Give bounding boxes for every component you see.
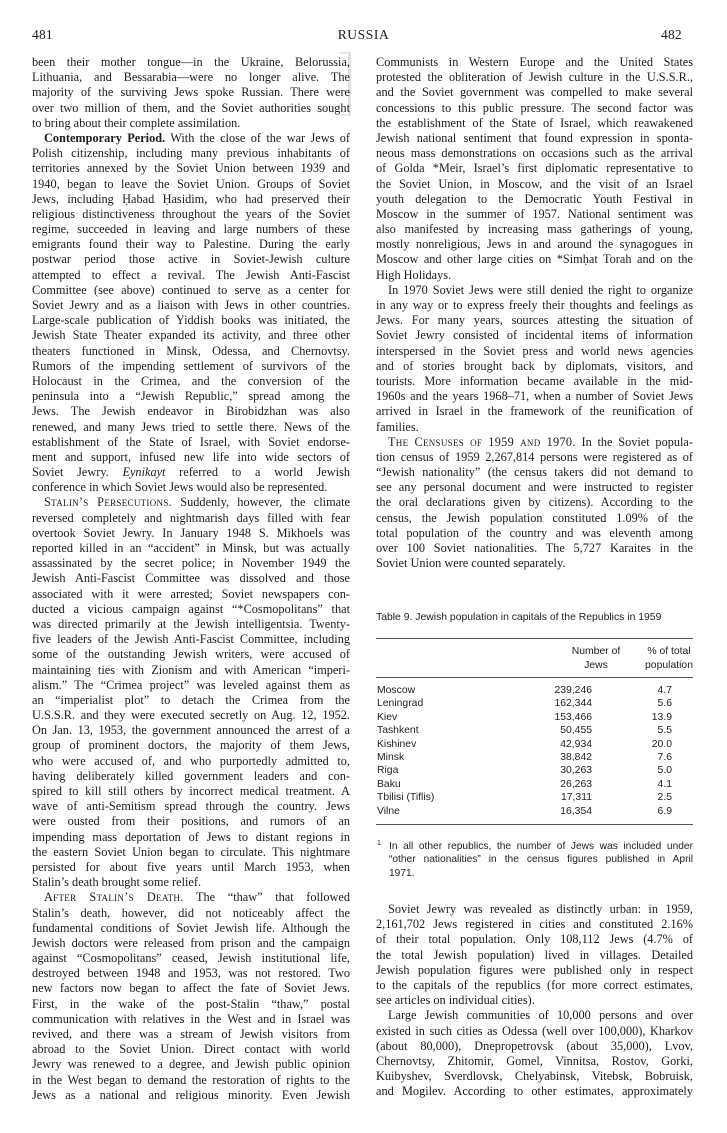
text-line: territories annexed by the Soviet Union between 1939 and bbox=[32, 161, 350, 176]
text-line: associated with it were arrested; Soviet newspapers con- bbox=[32, 586, 350, 601]
text-line: reported killed in an “accident” in Minsk, but was actually bbox=[32, 541, 350, 555]
text-line: existed in such cities as Odessa (well over 100,000), Kharkov bbox=[376, 1023, 693, 1038]
text-line: Lithuania, and Bessarabia—were no longer alive. The bbox=[32, 70, 350, 85]
text-line: Soviet Jewry and as a liaison with Jews in other countries. bbox=[32, 298, 350, 312]
right-column-lower bbox=[376, 902, 693, 1099]
paragraph-urban-jewry bbox=[376, 902, 693, 1008]
text-line: ment and support, infused new life into wide sectors of bbox=[32, 449, 350, 464]
left-column bbox=[32, 55, 350, 1103]
text-line: Stalin’s death brought some relief. bbox=[32, 875, 202, 890]
text-line: spired to kill still others by incorrect medical treatment. A bbox=[32, 784, 350, 798]
section-stalins-persecutions bbox=[32, 495, 350, 890]
city-cell: Vilne bbox=[377, 805, 400, 817]
text-line: also manifested by increasing mass gatherings of young, bbox=[376, 222, 693, 237]
text-line: 1940, began to leave the Soviet Union. Groups of Soviet bbox=[32, 176, 350, 191]
text-line: Soviet Jewry. Eynikayt referred to a world Jewish bbox=[32, 465, 350, 480]
percent-cell: 2.5 bbox=[657, 792, 672, 804]
text-line: persisted for about five years until March 1953, when bbox=[32, 859, 350, 874]
section-contemporary-period bbox=[32, 131, 350, 496]
percent-cell: 20.0 bbox=[651, 738, 672, 750]
table-row bbox=[376, 805, 693, 818]
text-line: the Soviet Union, in Moscow, and the visit of an Israel bbox=[376, 176, 693, 191]
text-line: and the Soviet government was compelled to make several bbox=[376, 85, 693, 100]
footnote-line: In all other republics, the number of Jews was included under bbox=[389, 840, 693, 852]
text-line: see any personal document and were instructed to register bbox=[376, 480, 693, 495]
text-line: Jewish population figures were published only in respect bbox=[376, 962, 693, 977]
text-line: the oral declarations given by citizens). According to the bbox=[376, 495, 693, 510]
text-line: Holocaust in the Crimea, and the conversion of the bbox=[32, 373, 350, 388]
text-line: against “Cosmopolitans” ceased, Jewish institutional life, bbox=[32, 951, 350, 966]
right-column bbox=[376, 55, 693, 571]
footnote-mark: 1 bbox=[377, 839, 381, 847]
percent-cell: 5.0 bbox=[657, 765, 672, 777]
text-line: alism.” The “Crimea project” was leveled against them as bbox=[32, 677, 350, 692]
text-line: Kuibyshev, Sverdlovsk, Chelyabinsk, Vitebsk, Bobruisk, bbox=[376, 1069, 693, 1084]
text-line: five leaders of the Jewish Anti-Fascist Committee, including bbox=[32, 632, 350, 647]
text-line: been their mother tongue—in the Ukraine, Belorussia, bbox=[32, 55, 350, 69]
table-row bbox=[376, 711, 693, 724]
paragraph-large-communities bbox=[376, 1008, 693, 1099]
text-line: interspersed in the Soviet press and world news agencies bbox=[376, 343, 693, 358]
city-cell: Leningrad bbox=[377, 698, 424, 710]
text-line: Jewish Anti-Fascist Committee was dissolved and those bbox=[32, 571, 350, 586]
percent-cell: 5.6 bbox=[657, 698, 672, 710]
table-body bbox=[376, 678, 693, 824]
text-line: Jewish State Theater expanded its activity, and three other bbox=[32, 328, 350, 343]
paragraph-national-sentiment bbox=[376, 55, 693, 283]
section-after-stalins-death bbox=[32, 890, 350, 1103]
page-number-right: 482 bbox=[661, 27, 682, 42]
text-line: Soviet Jewry was revealed as distinctly urban: in 1959, bbox=[388, 902, 693, 916]
jews-count-cell: 16,354 bbox=[560, 805, 592, 817]
text-line: postwar period those active in Soviet-Jewish culture bbox=[32, 252, 350, 267]
text-line: to the capitals of the republics (for more correct estimates, bbox=[376, 977, 693, 992]
text-line: mostly nonreligious, Jews in and around the synagogues in bbox=[376, 237, 693, 252]
text-line: the eastern Soviet Union began to circulate. This nightmare bbox=[32, 844, 350, 859]
text-line: High Holidays. bbox=[376, 267, 452, 282]
text-line: On Jan. 13, 1953, the government announced the arrest of a bbox=[32, 723, 350, 738]
text-line: Soviet Union were counted separately. bbox=[376, 556, 566, 571]
text-line: group of prominent doctors, the majority of them Jews, bbox=[32, 738, 350, 753]
table-row bbox=[376, 724, 693, 737]
text-line: First, in the wake of the post-Stalin “thaw,” postal bbox=[32, 996, 350, 1011]
text-line: overtook Soviet Jewry. In January 1948 S. Mikhoels was bbox=[32, 525, 350, 540]
jews-count-cell: 50,455 bbox=[560, 725, 592, 737]
column-header-percent-total: % of total population bbox=[645, 646, 693, 671]
jews-count-cell: 38,842 bbox=[560, 751, 592, 763]
text-line: was directed primarily at the Jewish intelligentsia. Twenty- bbox=[32, 616, 350, 631]
table-row bbox=[376, 778, 693, 791]
city-cell: Tbilisi (Tiflis) bbox=[377, 792, 435, 804]
text-line: Jewish national sentiment that found expression in sponta- bbox=[376, 130, 693, 145]
percent-cell: 4.7 bbox=[657, 685, 672, 696]
text-line: Jewry was renewed to a degree, and Jewish public opinion bbox=[32, 1057, 350, 1072]
text-line: After Stalin’s Death. The “thaw” that followed bbox=[44, 890, 350, 905]
text-line: renewed, and many Jews tried to settle there. News of the bbox=[32, 419, 350, 434]
text-line: fundamental conditions of Soviet Jewish life. Although the bbox=[32, 920, 350, 935]
text-line: concessions to this public pressure. The second factor was bbox=[376, 100, 693, 115]
percent-cell: 4.1 bbox=[657, 778, 672, 790]
column-header-number-of-jews: Number of Jews bbox=[571, 646, 621, 671]
text-line: the total Jewish population) lived in villages. Detailed bbox=[376, 947, 693, 962]
text-line: peninsula into a “Jewish Republic,” spread among the bbox=[32, 389, 350, 404]
percent-cell: 13.9 bbox=[651, 711, 672, 723]
text-line: having deliberately killed government leaders and con- bbox=[32, 768, 350, 783]
text-line: communication with relatives in the West and in Israel was bbox=[32, 1011, 350, 1026]
text-line: families. bbox=[376, 419, 419, 434]
footnote-line: “other nationalities” in the census figures published in April bbox=[389, 854, 693, 866]
text-line: wave of anti-Semitism spread through the country. Jews bbox=[32, 799, 350, 814]
text-line: some of the outstanding Jewish writers, were accused of bbox=[32, 647, 350, 662]
text-line: theaters functioned in Minsk, Odessa, and Chernovtsy. bbox=[32, 343, 350, 358]
text-line: Jews, including Ḥabad Ḥasidim, who had preserved their bbox=[32, 191, 350, 206]
table-row bbox=[376, 738, 693, 751]
text-line: impending mass deportation of Jews to distant regions in bbox=[32, 829, 350, 844]
table-footnote bbox=[376, 840, 693, 881]
population-table bbox=[376, 612, 693, 880]
text-line: protested the obliteration of Jewish culture in the U.S.S.R., bbox=[376, 70, 693, 85]
text-line: Chernovtsy, Zhitomir, Gomel, Vinnitsa, Rostov, Gorki, bbox=[376, 1053, 693, 1068]
jews-count-cell: 239,246 bbox=[554, 685, 592, 696]
text-line: In 1970 Soviet Jews were still denied the right to organize bbox=[388, 282, 693, 297]
page-number-left: 481 bbox=[32, 27, 53, 42]
text-line: neous mass demonstrations on occasions such as the arrival bbox=[376, 146, 693, 161]
text-line: 2,161,702 Jews registered in cities and constituted 2.16% bbox=[376, 917, 693, 932]
percent-cell: 5.5 bbox=[657, 725, 672, 737]
jews-count-cell: 153,466 bbox=[554, 711, 592, 723]
paragraph-1970-situation bbox=[376, 283, 693, 435]
text-line: establishment of the State of Israel, with Soviet endorse- bbox=[32, 434, 350, 449]
text-line: and Mogilev. According to other estimates, approximately bbox=[376, 1084, 693, 1099]
text-line: revived, and there was a stream of Jewish visitors from bbox=[32, 1027, 350, 1041]
table-row bbox=[376, 684, 693, 697]
text-line: arrived in Israel in the framework of the reunification of bbox=[376, 404, 693, 419]
text-line: U.S.S.R. and they were executed secretly on Aug. 12, 1952. bbox=[32, 708, 350, 723]
text-line: Moscow and other large cities on *Simḥat Torah and on the bbox=[376, 252, 693, 267]
city-cell: Riga bbox=[377, 765, 399, 777]
text-line: assassinated by the secret police; in November 1949 the bbox=[32, 556, 350, 571]
text-line: Communists in Western Europe and the United States bbox=[376, 55, 693, 69]
text-line: over 100 Soviet nationalities. The 5,727 Karaites in the bbox=[376, 541, 693, 555]
text-line: destroyed between 1948 and 1953, was not restored. Two bbox=[32, 966, 350, 981]
text-line: religious distinctiveness throughout the years of the Soviet bbox=[32, 206, 350, 221]
text-line: tourists. More information became available in the mid- bbox=[376, 373, 693, 388]
text-line: an “imperialist plot” to detach the Crimea from the bbox=[32, 692, 350, 707]
text-line: in any way or to express freely their thoughts and feelings as bbox=[376, 298, 693, 312]
city-cell: Baku bbox=[377, 778, 401, 790]
running-title: RUSSIA bbox=[337, 27, 390, 42]
text-line: Large Jewish communities of 10,000 persons and over bbox=[388, 1008, 693, 1023]
table-caption: Table 9. Jewish population in capitals of the Republics in 1959 bbox=[376, 612, 662, 623]
text-line: The Censuses of 1959 and 1970. In the Soviet popula- bbox=[388, 434, 693, 449]
text-line: Stalin’s Persecutions. Suddenly, however, the climate bbox=[44, 495, 350, 510]
text-line: regime, succeeded in leaving and large numbers of these bbox=[32, 222, 350, 237]
newspaper-title: Eynikayt bbox=[122, 465, 166, 480]
text-line: the establishment of the State of Israel, which reawakened bbox=[376, 115, 693, 130]
text-line: Soviet Jewry consisted of incidental items of information bbox=[376, 328, 693, 343]
text-line: who were accused of, and who purportedly admitted to, bbox=[32, 753, 350, 768]
text-line: Contemporary Period. With the close of the war Jews of bbox=[44, 130, 350, 145]
text-line: ducted a vicious campaign against “*Cosmopolitans” that bbox=[32, 601, 350, 616]
text-line: Polish citizenship, including many previous inhabitants of bbox=[32, 146, 350, 161]
city-cell: Minsk bbox=[377, 751, 405, 763]
text-line: Rumors of the impending settlement of survivors of the bbox=[32, 358, 350, 373]
text-line: 1960s and the years 1968–71, when a number of Soviet Jews bbox=[376, 389, 693, 404]
text-line: reversed completely and nightmarish days filled with fear bbox=[32, 510, 350, 525]
text-line: see articles on individual cities). bbox=[376, 993, 535, 1008]
percent-cell: 7.6 bbox=[657, 751, 672, 763]
text-line: Moscow in the summer of 1957. National sentiment was bbox=[376, 206, 693, 221]
table-row bbox=[376, 751, 693, 764]
section-heading: Stalin’s Persecutions. bbox=[44, 495, 173, 510]
text-line: new factors now began to affect the fate of Soviet Jews. bbox=[32, 981, 350, 996]
table-row bbox=[376, 697, 693, 710]
text-line: Committee (see above) continued to serve as a center for bbox=[32, 282, 350, 297]
text-line: tion census of 1959 2,267,814 persons were registered as of bbox=[376, 449, 693, 464]
jews-count-cell: 30,263 bbox=[560, 765, 592, 777]
text-line: census, the Jewish population constituted 1.09% of the bbox=[376, 510, 693, 525]
text-line: Stalin’s death, however, did not noticeably affect the bbox=[32, 905, 350, 920]
text-line: of their total population. Only 108,112 Jews (4.7% of bbox=[376, 932, 693, 947]
jews-count-cell: 42,934 bbox=[560, 738, 592, 750]
text-line: maintaining ties with Zionism and with American “imperi- bbox=[32, 662, 350, 677]
percent-cell: 6.9 bbox=[657, 805, 672, 817]
table-row bbox=[376, 791, 693, 804]
text-line: Jews. The Jewish endeavor in Birobidzhan was also bbox=[32, 404, 350, 419]
city-cell: Moscow bbox=[377, 685, 416, 696]
section-heading: After Stalin’s Death. bbox=[44, 890, 184, 905]
city-cell: Kishinev bbox=[377, 738, 417, 750]
city-cell: Tashkent bbox=[377, 725, 419, 737]
jews-count-cell: 26,263 bbox=[560, 778, 592, 790]
table-bottom-rule bbox=[376, 824, 693, 825]
text-line: Jews. For many years, sources attesting the situation of bbox=[376, 313, 693, 328]
footnote-line: 1971. bbox=[389, 867, 415, 879]
text-line: were ousted from their positions, and rumors of an bbox=[32, 814, 350, 829]
text-line: in the West began to demand the restoration of rights to the bbox=[32, 1072, 350, 1087]
text-line: emigrants found their way to Palestine. During the early bbox=[32, 237, 350, 252]
jews-count-cell: 17,311 bbox=[560, 792, 592, 804]
text-line: “Jewish nationality” (the census takers did not demand to bbox=[376, 465, 693, 480]
text-line: conference in which Soviet Jews would also be represented. bbox=[32, 480, 328, 495]
text-line: majority of the surviving Jews spoke Russian. There were bbox=[32, 85, 350, 100]
text-line: Large-scale publication of Yiddish books was initiated, the bbox=[32, 313, 350, 328]
text-line: over two million of them, and the Soviet authorities sought bbox=[32, 100, 350, 115]
city-cell: Kiev bbox=[377, 711, 398, 723]
text-line: Jewish doctors were released from prison and the campaign bbox=[32, 935, 350, 950]
table-row bbox=[376, 764, 693, 777]
jews-count-cell: 162,344 bbox=[554, 698, 592, 710]
text-line: abroad to the Soviet Union. Direct contact with world bbox=[32, 1042, 350, 1057]
text-line: Jews as a national and religious minority. Even Jewish bbox=[32, 1087, 350, 1102]
section-censuses bbox=[376, 435, 693, 572]
text-line: youth delegation to the Democratic Youth Festival in bbox=[376, 191, 693, 206]
table-header bbox=[376, 639, 693, 677]
text-line: and of stories brought back by diplomats, visitors, and bbox=[376, 358, 693, 373]
section-heading: Contemporary Period. bbox=[44, 130, 166, 145]
text-line: to bring about their complete assimilation. bbox=[32, 115, 241, 130]
text-line: of Golda *Meir, Israel’s first diplomatic representative to bbox=[376, 161, 693, 176]
paragraph-assimilation bbox=[32, 55, 350, 131]
section-heading: The Censuses of 1959 and 1970. bbox=[388, 434, 576, 449]
text-line: total population of the country and was eleventh among bbox=[376, 525, 693, 540]
text-line: (about 80,000), Dnepropetrovsk (about 35,000), Lvov, bbox=[376, 1038, 693, 1053]
text-line: attempted to effect a revival. The Jewish Anti-Fascist bbox=[32, 267, 350, 282]
